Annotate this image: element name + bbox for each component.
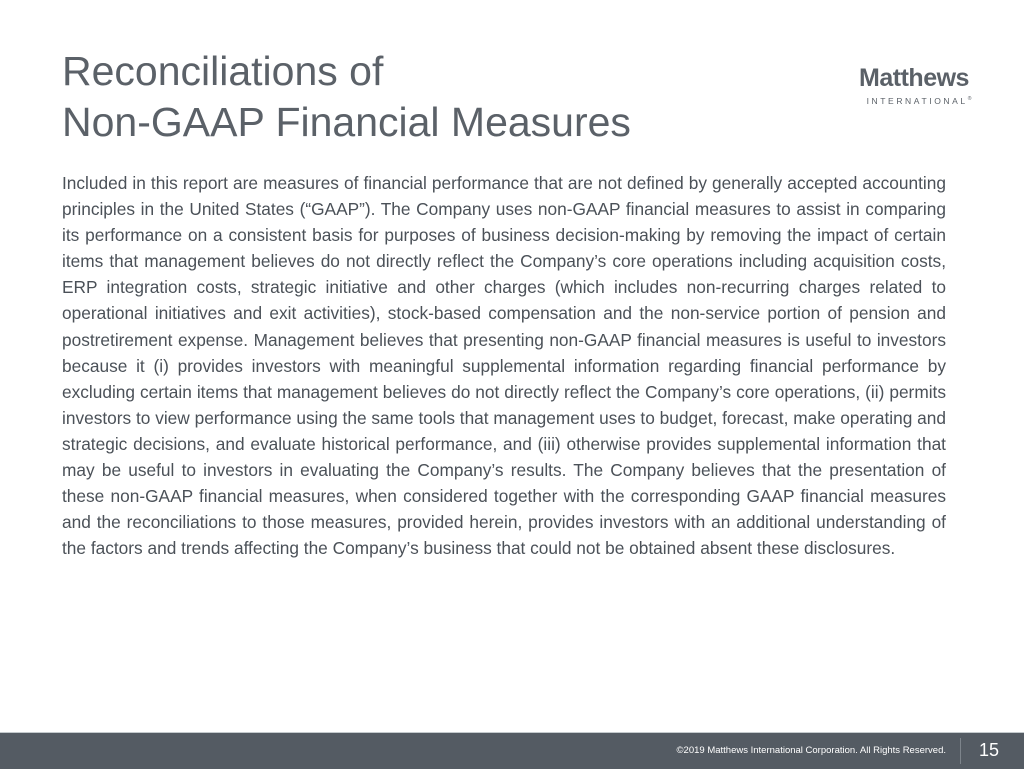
page-title <box>62 46 631 148</box>
disclosure-paragraph: Included in this report are measures of financial performance that are not defined by generally accepted accounting principles in the United States (“GAAP”). The Company uses non-GAAP financial measures to assist in comparing its performance on a consistent basis for purposes of business decision-making by removing the impact of certain items that management believes do not directly reflect the Company’s core operations including acquisition costs, ERP integration costs, strategic initiative and other charges (which includes non-recurring charges related to operational initiatives and exit activities), stock-based compensation and the non-service portion of pension and postretirement expense. Management believes that presenting non-GAAP financial measures is useful to investors because it (i) provides investors with meaningful supplemental information regarding financial performance by excluding certain items that management believes do not directly reflect the Company’s core operations, (ii) permits investors to view performance using the same tools that management uses to budget, forecast, make operating and strategic decisions, and evaluate historical performance, and (iii) otherwise provides supplemental information that may be useful to investors in evaluating the Company’s results. The Company believes that the presentation of these non-GAAP financial measures, when considered together with the corresponding GAAP financial measures and the reconciliations to those measures, provided herein, provides investors with an additional understanding of the factors and trends affecting the Company’s business that could not be obtained absent these disclosures. <box>62 173 946 559</box>
copyright-notice: ©2019 Matthews International Corporation. All Rights Reserved. <box>676 745 946 756</box>
logo-subtitle-text: INTERNATIONAL <box>866 96 968 106</box>
title-line-1: Reconciliations of <box>62 48 384 94</box>
title-line-2: Non-GAAP Financial Measures <box>62 99 631 145</box>
logo-wordmark: Matthews <box>859 64 969 92</box>
logo-subtitle <box>852 96 976 106</box>
footer-divider <box>960 738 961 764</box>
page-number: 15 <box>979 740 1000 760</box>
trademark-icon: ® <box>967 96 972 103</box>
footer-bar <box>0 732 1024 769</box>
company-logo <box>852 65 976 106</box>
